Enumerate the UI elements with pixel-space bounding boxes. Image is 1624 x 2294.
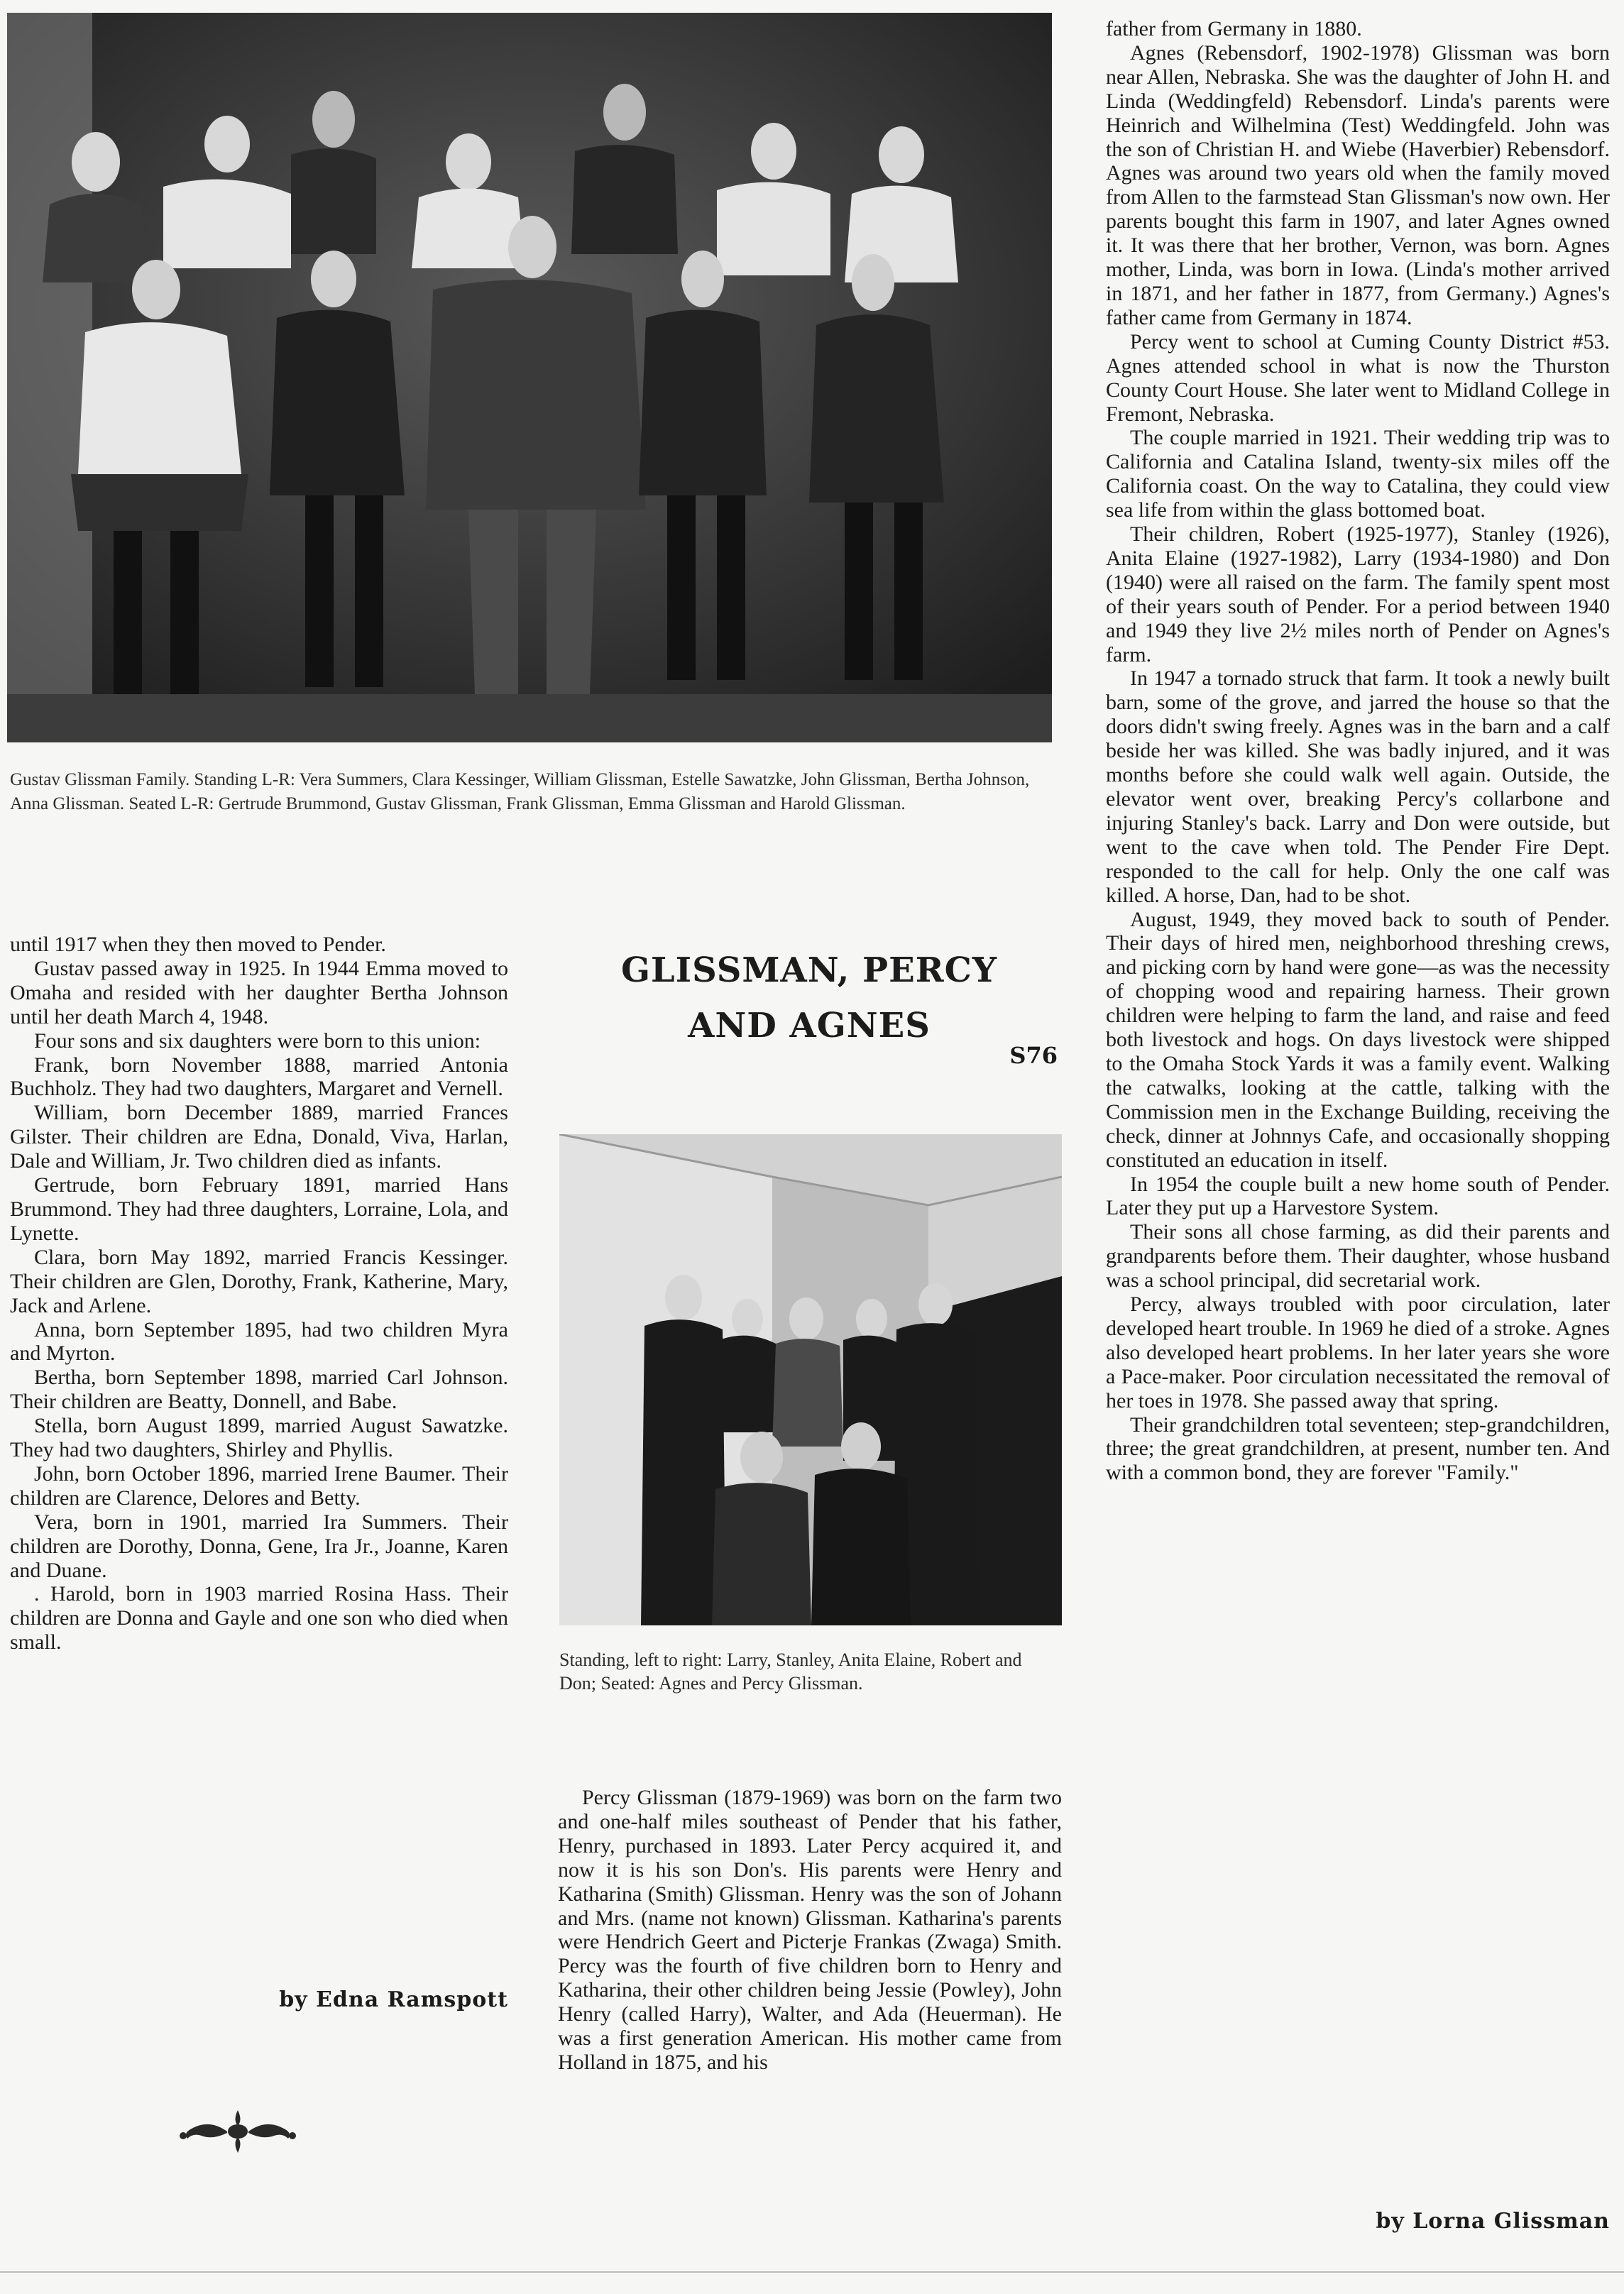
percy-agnes-photo-caption: Standing, left to right: Larry, Stanley, Anita Elaine, Robert and Don; Seated: Agnes and Percy Glissman. — [559, 1650, 1022, 1694]
left-paragraph: . Harold, born in 1903 married Rosina Hass. Their children are Donna and Gayle and one son who died when small. — [10, 1582, 508, 1654]
left-paragraph: Vera, born in 1901, married Ira Summers. Their children are Dorothy, Donna, Gene, Ira Jr., Joanne, Karen and Duane. — [10, 1510, 508, 1582]
article-code: S76 — [1009, 1042, 1058, 1069]
family-photo-caption: Gustav Glissman Family. Standing L-R: Vera Summers, Clara Kessinger, William Glissman, Estelle Sawatzke, John Glissman, Bertha Johnson, Anna Glissman. Seated L-R: Gertrude Brummond, Gustav Glissman, Frank Glissman, Emma Glissman and Harold Glissman. — [10, 770, 1030, 813]
family-photo-image — [7, 13, 1052, 742]
left-paragraph: John, born October 1896, married Irene Baumer. Their children are Clarence, Delores and Betty. — [10, 1461, 508, 1510]
headline-line-2: AND AGNES — [688, 1006, 931, 1046]
left-paragraph: until 1917 when they then moved to Pender. — [10, 933, 386, 956]
middle-column — [558, 1786, 1062, 2075]
percy-agnes-photo-image — [559, 1134, 1062, 1625]
left-paragraph: Gustav passed away in 1925. In 1944 Emma moved to Omaha and resided with her daughter Bertha Johnson until her death March 4, 1948. — [10, 956, 508, 1028]
article-headline — [561, 943, 1058, 1053]
left-paragraph: Clara, born May 1892, married Francis Kessinger. Their children are Glen, Dorothy, Frank, Katherine, Mary, Jack and Arlene. — [10, 1245, 508, 1317]
left-paragraph: Frank, born November 1888, married Antonia Buchholz. They had two daughters, Margaret and Vernell. — [10, 1053, 508, 1101]
left-paragraph: William, born December 1889, married Frances Gilster. Their children are Edna, Donald, Viva, Harlan, Dale and William, Jr. Two children died as infants. — [10, 1101, 508, 1173]
bottom-rule — [0, 2271, 1624, 2273]
right-paragraph: In 1954 the couple built a new home south of Pender. Later they put up a Harvestore System. — [1106, 1172, 1610, 1220]
right-paragraph: father from Germany in 1880. — [1106, 17, 1362, 40]
left-paragraph: Stella, born August 1899, married August Sawatzke. They had two daughters, Shirley and Phyllis. — [10, 1414, 508, 1462]
byline-lorna-glissman: by Lorna Glissman — [1376, 2209, 1610, 2234]
headline-line-1: GLISSMAN, PERCY — [620, 950, 998, 990]
right-paragraph: Their sons all chose farming, as did their parents and grandparents before them. Their daughter, whose husband was a school principal, did secretarial work. — [1106, 1220, 1610, 1293]
left-paragraph: Four sons and six daughters were born to this union: — [34, 1028, 481, 1053]
right-paragraph: August, 1949, they moved back to south of Pender. Their days of hired men, neighborhood threshing crews, and picking corn by hand were gone—as was the necessity of chopping wood and repairing harness. Their grown children were helping to farm the land, and raise and feed both livestock and hogs. On days livestock were shipped to the Omaha Stock Yards it was a family event. Walking the catwalks, looking at the cattle, talking with the Commission men in the Exchange Building, receiving the check, dinner at Johnnys Cafe, and occasionally shopping constituted an education in itself. — [1106, 907, 1610, 1172]
byline-edna-ramspott: by Edna Ramspott — [279, 1987, 508, 2012]
left-paragraph: Bertha, born September 1898, married Carl Johnson. Their children are Beatty, Donnell, and Babe. — [10, 1366, 508, 1414]
right-paragraph: Percy, always troubled with poor circulation, later developed heart trouble. In 1969 he died of a stroke. Agnes also developed heart problems. In her later years she wore a Pace-maker. Poor circulation necessitated the removal of her toes in 1978. She passed away that spring. — [1106, 1293, 1610, 1412]
percy-agnes-family-photo — [559, 1134, 1062, 1625]
right-paragraph: Their children, Robert (1925-1977), Stanley (1926), Anita Elaine (1927-1982), Larry (1934-1980) and Don (1940) were all raised on the farm. The family spent most of their years south of Pender. For a period between 1940 and 1949 they live 2½ miles north of Pender on Agnes's farm. — [1106, 522, 1610, 666]
right-paragraph: Agnes (Rebensdorf, 1902-1978) Glissman was born near Allen, Nebraska. She was the daughter of John H. and Linda (Weddingfeld) Rebensdorf. Linda's parents were Heinrich and Wilhelmina (Test) Weddingfeld. John was the son of Christian H. and Wiebe (Haverbier) Rebensdorf. Agnes was around two years old when the family moved from Allen to the farmstead Stan Glissman's now own. Her parents bought this farm in 1907, and later Agnes owned it. It was there that her brother, Vernon, was born. Agnes mother, Linda, was born in Iowa. (Linda's mother arrived in 1871, and her father in 1877, from Germany.) Agnes's father came from Germany in 1874. — [1106, 40, 1610, 329]
middle-paragraph: Percy Glissman (1879-1969) was born on the farm two and one-half miles southeast of Pender that his father, Henry, purchased in 1893. Later Percy acquired it, and now it is his son Don's. His parents were Henry and Katharina (Smith) Glissman. Henry was the son of Johann and Mrs. (name not known) Glissman. Katharina's parents were Hendrich Geert and Picterje Frankas (Zwaga) Smith. Percy was the fourth of five children born to Henry and Katharina, their other children being Jessie (Powley), John Henry (called Harry), Walter, and Ada (Heuerman). He was a first generation American. His mother came from Holland in 1875, and his — [558, 1786, 1062, 2074]
right-column — [1106, 17, 1610, 1485]
right-paragraph: The couple married in 1921. Their wedding trip was to California and Catalina Island, twenty-six miles off the California coast. On the way to Catalina, they could view sea life from within the glass bottomed boat. — [1106, 426, 1610, 522]
left-paragraph: Gertrude, born February 1891, married Hans Brummond. They had three daughters, Lorraine, Lola, and Lynette. — [10, 1173, 508, 1245]
right-paragraph: Their grandchildren total seventeen; step-grandchildren, three; the great grandchildren, at present, number ten. And with a common bond, they are forever "Family." — [1106, 1412, 1610, 1485]
right-paragraph: In 1947 a tornado struck that farm. It took a newly built barn, some of the grove, and jarred the house so that the doors didn't swing freely. Agnes was in the barn and a calf beside her was killed. She was badly injured, and it was months before she could walk well again. Outside, the elevator went over, breaking Percy's collarbone and injuring Stanley's back. Larry and Don were outside, but went to the cave when told. The Pender Fire Dept. responded to the call for help. Only the one calf was killed. A horse, Dan, had to be shot. — [1106, 666, 1610, 907]
left-paragraph: Anna, born September 1895, had two children Myra and Myrton. — [10, 1317, 508, 1366]
left-column — [10, 933, 508, 1654]
family-photo — [7, 13, 1052, 742]
decorative-ornament — [177, 2104, 298, 2154]
right-paragraph: Percy went to school at Cuming County District #53. Agnes attended school in what is now the Thurston County Court House. She later went to Midland College in Fremont, Nebraska. — [1106, 329, 1610, 426]
